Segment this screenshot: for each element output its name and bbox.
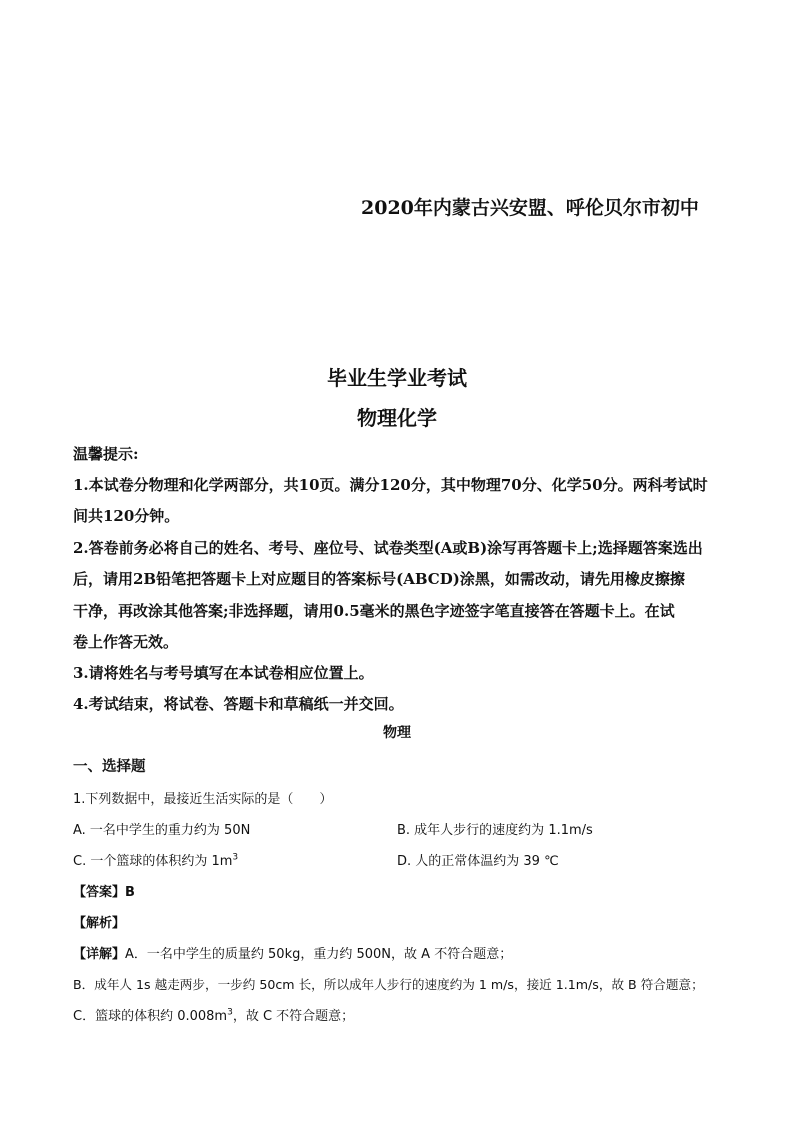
analysis-label: 【解析】 — [73, 916, 126, 931]
answer-row — [73, 881, 135, 900]
title-line-3: 物理化学 — [357, 406, 437, 430]
tips-line: 1.本试卷分物理和化学两部分，共10页。满分120分，其中物理70分、化学50分。两科考试时 — [73, 476, 708, 494]
option-c-superscript: 3 — [232, 852, 239, 863]
part-title: 一、选择题 — [73, 758, 146, 775]
tips-line: 卷上作答无效。 — [73, 633, 179, 651]
detail-c-row — [73, 1005, 354, 1024]
detail-label: 【详解】 — [73, 947, 126, 962]
answer-label: 【答案】 — [73, 885, 126, 900]
tips-line: 间共120分钟。 — [73, 507, 180, 525]
detail-a: A．一名中学生的质量约 50kg，重力约 500N，故 A 不符合题意； — [125, 947, 513, 962]
detail-c-superscript: 3 — [227, 1007, 233, 1018]
tips-line: 2.答卷前务必将自己的姓名、考号、座位号、试卷类型(A或B)涂写再答题卡上;选择题答案选出 — [73, 539, 703, 557]
option-c-text: C. 一个篮球的体积约为 1m — [73, 854, 233, 869]
section-title: 物理 — [383, 725, 411, 741]
detail-c-tail: ，故 C 不符合题意； — [232, 1009, 355, 1024]
tips-line: 后，请用2B铅笔把答题卡上对应题目的答案标号(ABCD)涂黑，如需改动，请先用橡皮擦擦 — [73, 570, 685, 588]
detail-a-row — [73, 943, 512, 962]
option-a: A. 一名中学生的重力约为 50N — [73, 823, 251, 838]
title-line-1: 2020年内蒙古兴安盟、呼伦贝尔市初中 — [361, 197, 699, 219]
title-line-2: 毕业生学业考试 — [327, 366, 467, 390]
tips-line: 干净，再改涂其他答案;非选择题，请用0.5毫米的黑色字迹签字笔直接答在答题卡上。在试 — [73, 602, 675, 620]
tips-line: 3.请将姓名与考号填写在本试卷相应位置上。 — [73, 664, 374, 682]
answer-value: B — [125, 885, 135, 900]
option-c — [73, 850, 238, 869]
option-d: D. 人的正常体温约为 39 ℃ — [397, 854, 559, 869]
question-stem: 1.下列数据中，最接近生活实际的是（ ） — [73, 792, 333, 807]
detail-b: B．成年人 1s 越走两步，一步约 50cm 长，所以成年人步行的速度约为 1 m/s，接近 1.1m/s，故 B 符合题意； — [73, 977, 704, 992]
detail-c: C．篮球的体积约 0.008m — [73, 1009, 228, 1024]
tips-line: 4.考试结束，将试卷、答题卡和草稿纸一并交回。 — [73, 695, 404, 713]
tips-heading: 温馨提示: — [73, 445, 139, 463]
option-b: B. 成年人步行的速度约为 1.1m/s — [397, 823, 593, 838]
